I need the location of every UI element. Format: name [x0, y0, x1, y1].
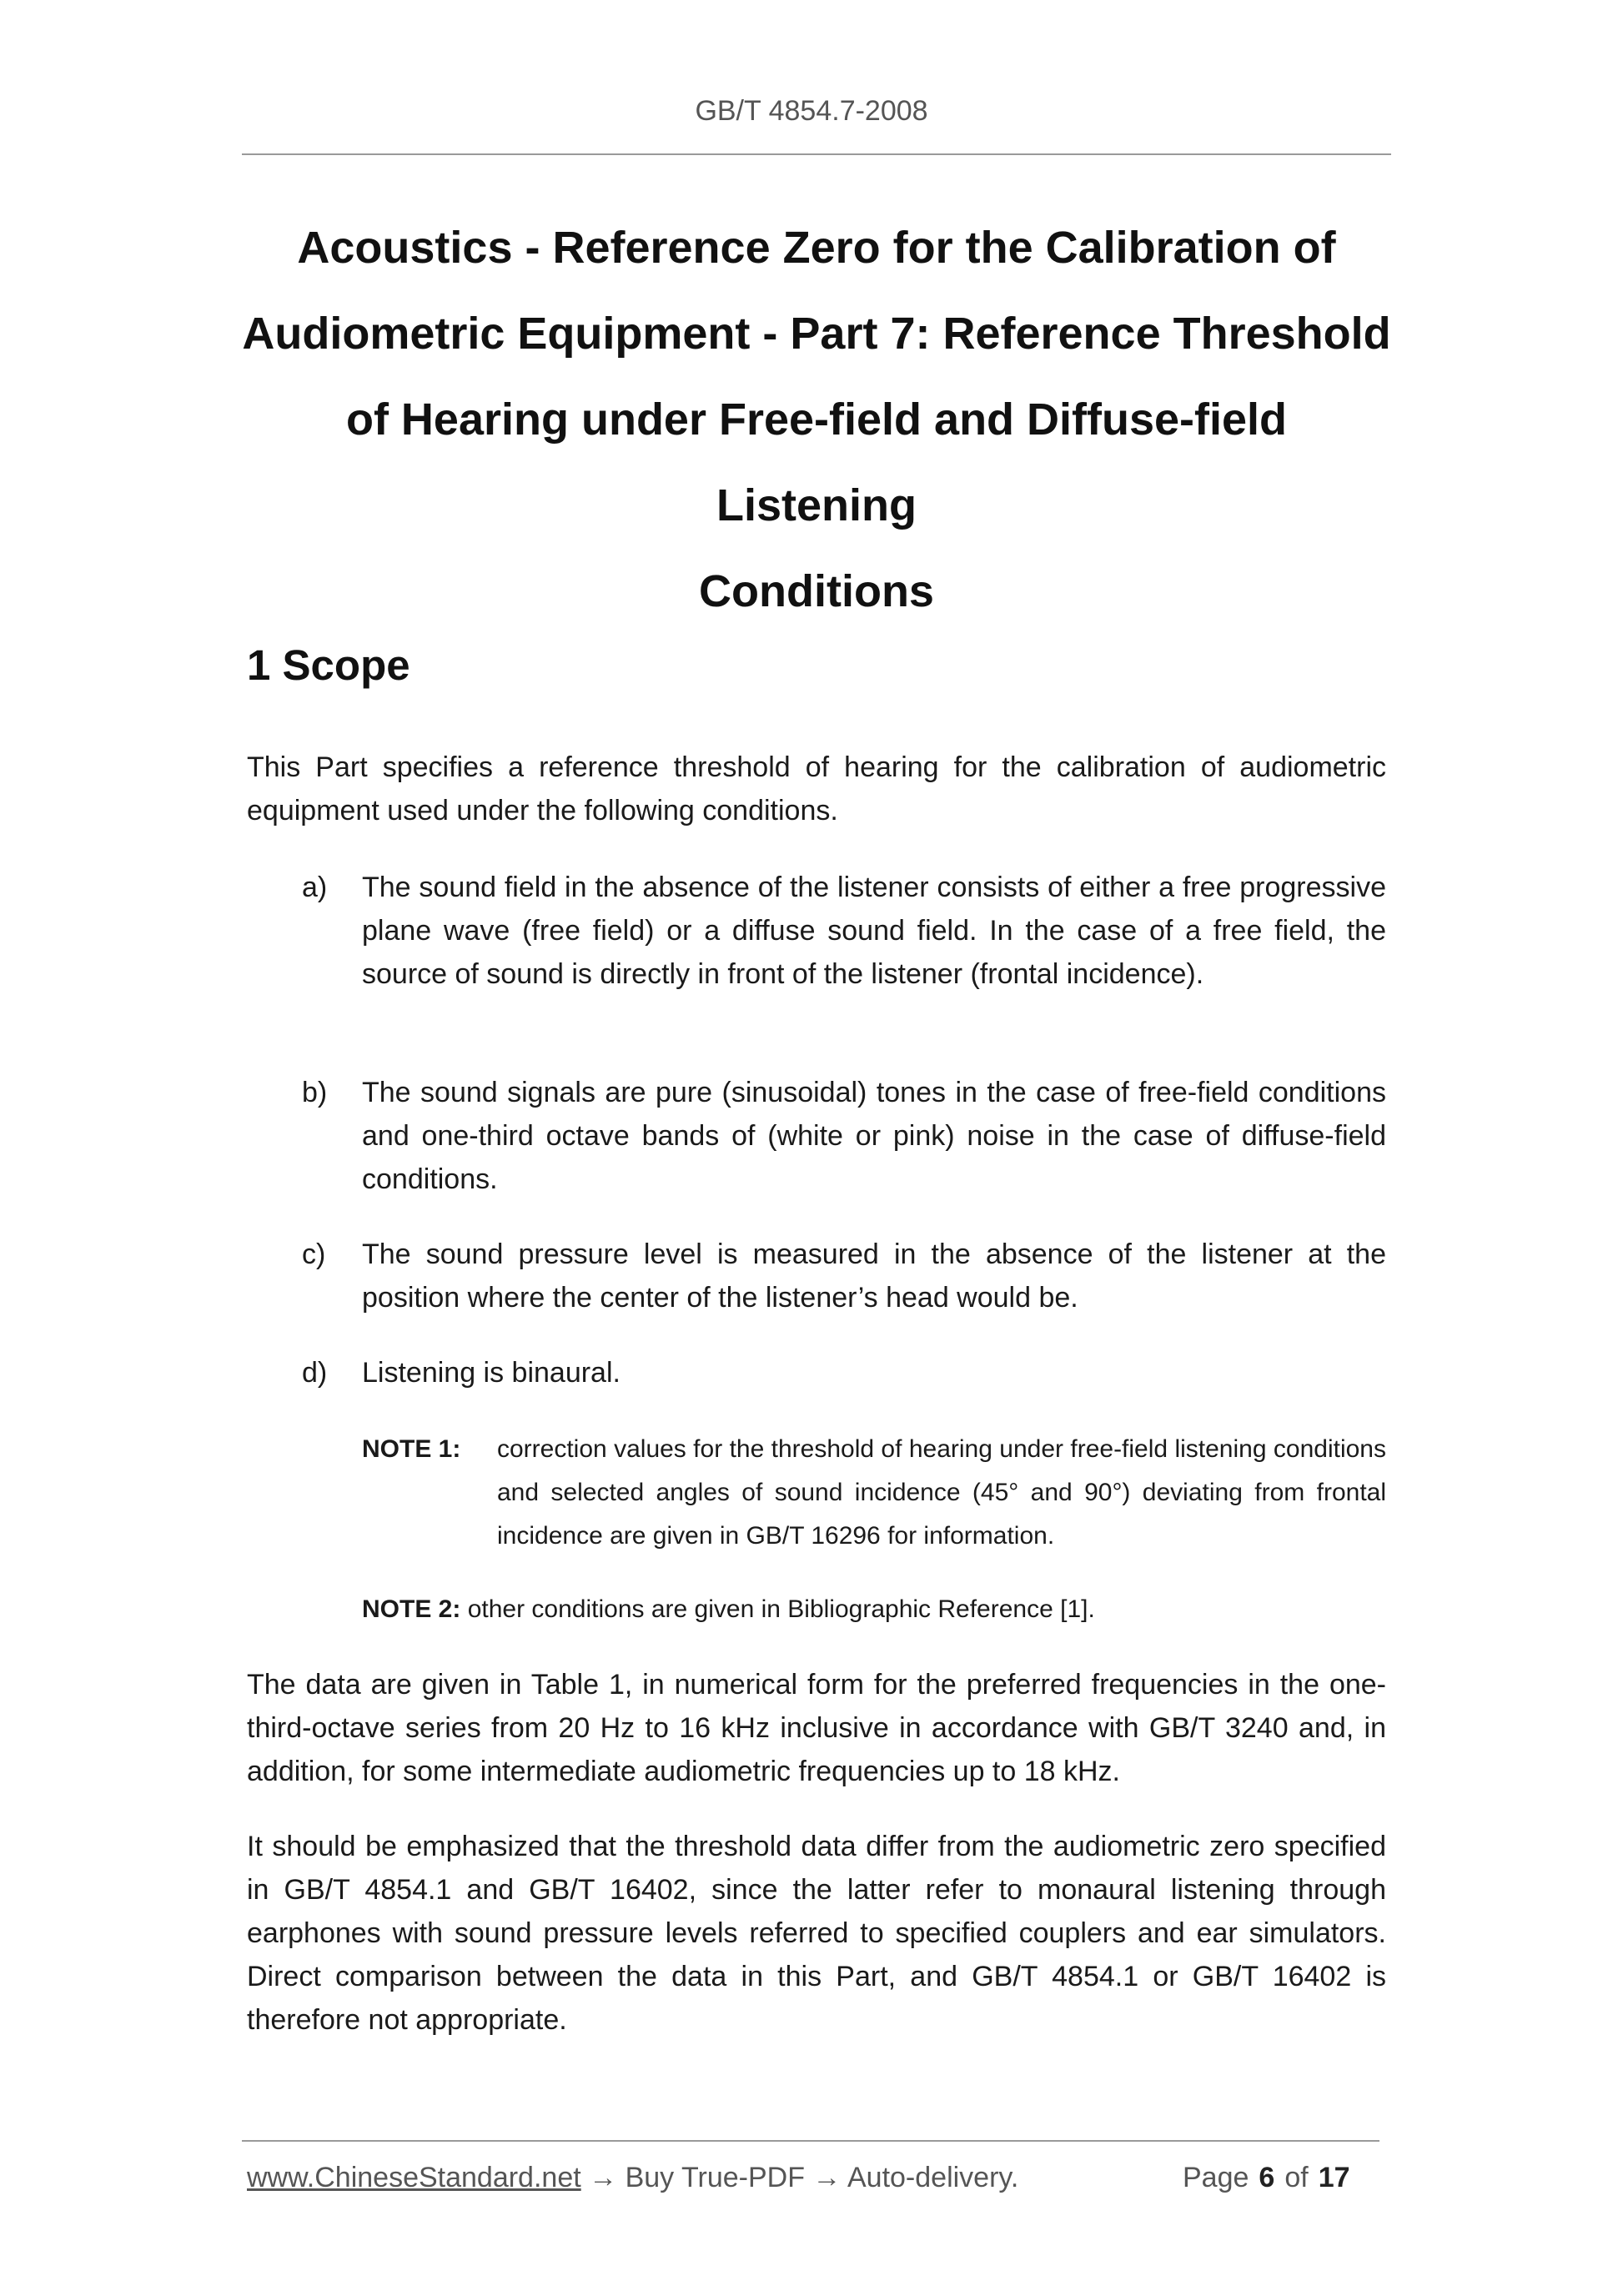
page-word: Page [1183, 2162, 1249, 2193]
footer-divider [242, 2140, 1379, 2142]
note-1 [362, 1428, 1386, 1558]
list-text-b: The sound signals are pure (sinusoidal) tones in the case of free-field conditions and one-third octave bands of (white or pink) noise in the case of diffuse-field conditions. [362, 1077, 1386, 1195]
comparison-paragraph: It should be emphasized that the threshold data differ from the audiometric zero specified in GB/T 4854.1 and GB/T 16402, since the latter refer to monaural listening through earphones with sound pressure levels referred to specified couplers and ear simulators. Direct comparison between the data in this Part, and GB/T 4854.1 or GB/T 16402 is therefore not appropriate. [247, 1831, 1386, 2036]
title-line-2: Audiometric Equipment - Part 7: Reference Threshold [242, 309, 1391, 359]
list-marker-c: c) [302, 1238, 326, 1270]
note-1-text: correction values for the threshold of hearing under free-field listening conditions and selected angles of sound incidence (45° and 90°) deviating from frontal incidence are given in GB/T 16296 for information. [497, 1435, 1386, 1550]
list-item-b [302, 1071, 1386, 1201]
page-number: 6 [1259, 2162, 1275, 2193]
section-heading-scope: 1 Scope [247, 641, 410, 689]
note-2 [362, 1588, 1386, 1631]
list-text-d: Listening is binaural. [362, 1357, 621, 1389]
list-marker-a: a) [302, 872, 328, 903]
header-divider [242, 153, 1391, 155]
list-marker-d: d) [302, 1357, 328, 1389]
list-item-d [302, 1351, 1386, 1394]
title-line-3: of Hearing under Free-field and Diffuse-field Listening [345, 394, 1288, 530]
note-2-text: other conditions are given in Bibliographic Reference [1]. [467, 1595, 1095, 1623]
page-total: 17 [1318, 2162, 1350, 2193]
page-indicator [1183, 2162, 1350, 2194]
page-title [242, 205, 1391, 635]
of-word: of [1284, 2162, 1309, 2193]
data-description-paragraph: The data are given in Table 1, in numerical form for the preferred frequencies in the one-third-octave series from 20 Hz to 16 kHz inclusive in accordance with GB/T 3240 and, in addition, for some intermediate audiometric frequencies up to 18 kHz. [247, 1669, 1386, 1787]
note-1-label: NOTE 1: [362, 1435, 461, 1463]
website-link[interactable]: www.ChineseStandard.net [247, 2162, 581, 2193]
list-item-a [302, 866, 1386, 996]
document-code-header: GB/T 4854.7-2008 [695, 95, 928, 127]
list-text-a: The sound field in the absence of the listener consists of either a free progressive plane wave (free field) or a diffuse sound field. In the case of a free field, the source of sound is directly in front of the listener (frontal incidence). [362, 872, 1386, 990]
footer-promo-text: → Buy True-PDF → Auto-delivery. [580, 2162, 1019, 2193]
list-text-c: The sound pressure level is measured in the absence of the listener at the position where the center of the listener’s head would be. [362, 1238, 1386, 1314]
title-line-4: Conditions [699, 566, 934, 616]
footer-promo [247, 2162, 1018, 2194]
note-2-label: NOTE 2: [362, 1595, 461, 1623]
list-item-c [302, 1233, 1386, 1319]
list-marker-b: b) [302, 1077, 328, 1108]
scope-intro-paragraph: This Part specifies a reference threshold of hearing for the calibration of audiometric equipment used under the following conditions. [247, 751, 1386, 826]
title-line-1: Acoustics - Reference Zero for the Calibration of [297, 223, 1336, 273]
